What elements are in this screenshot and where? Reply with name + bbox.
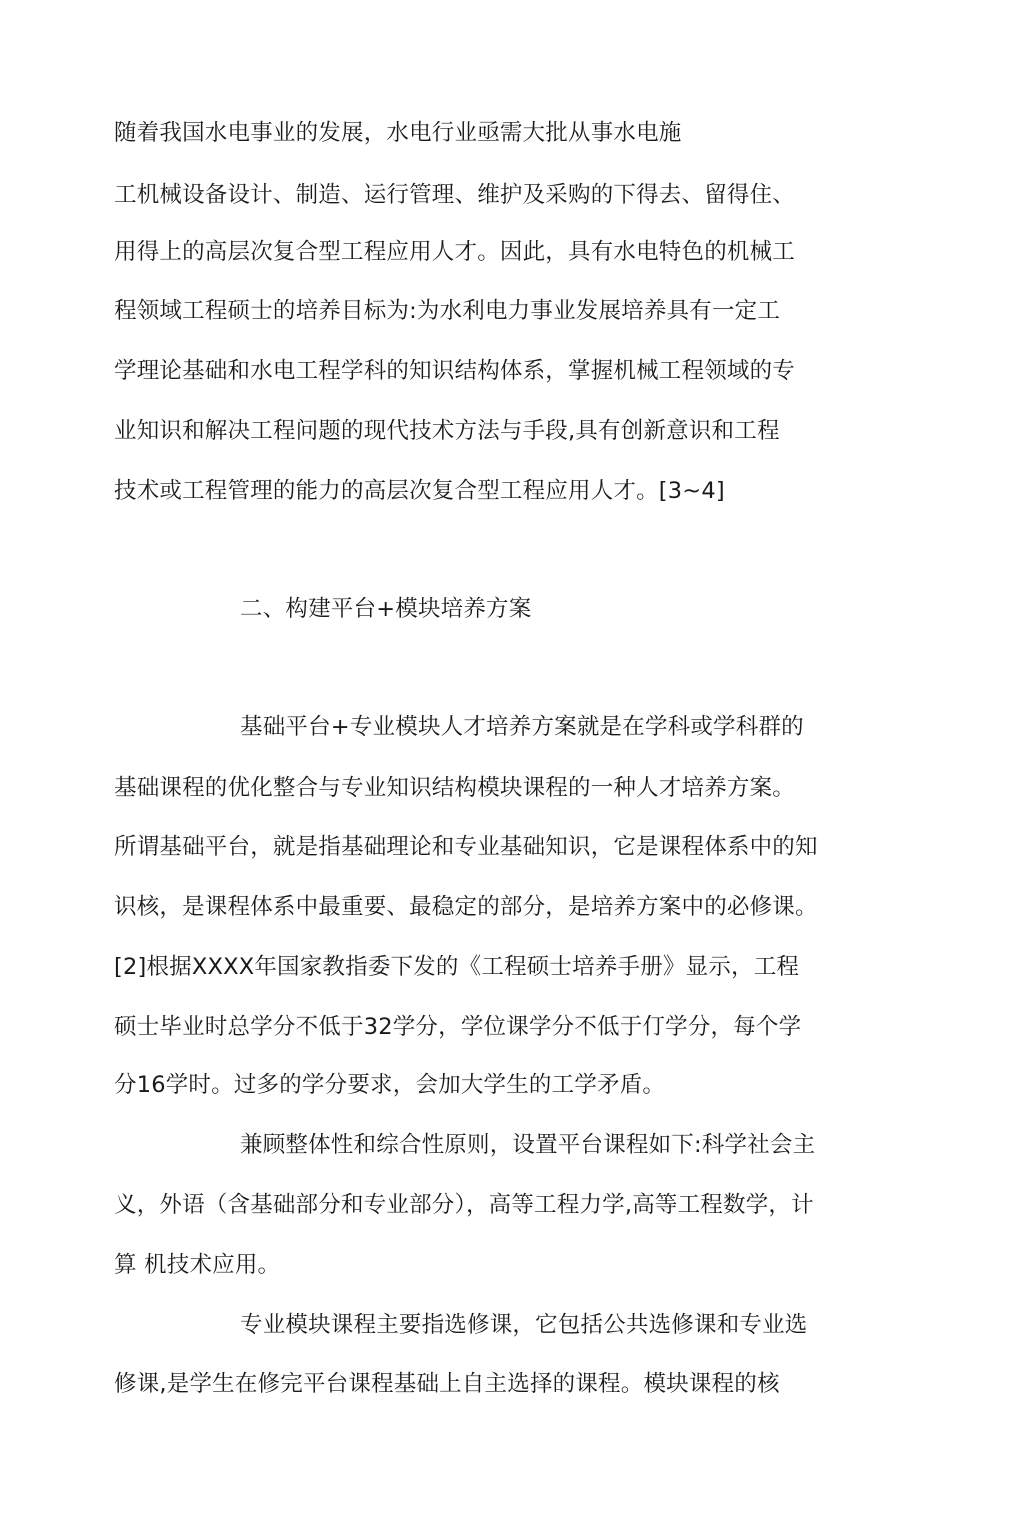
text-line: 基础课程的优化整合与专业知识结构模块课程的一种人才培养方案。 bbox=[114, 775, 796, 801]
text-line: 专业模块课程主要指选修课，它包括公共选修课和专业选 bbox=[240, 1312, 808, 1338]
text-line: 识核，是课程体系中最重要、最稳定的部分，是培养方案中的必修课。 bbox=[114, 894, 818, 920]
text-line: 分16学时。过多的学分要求，会加大学生的工学矛盾。 bbox=[114, 1072, 666, 1098]
text-line: 程领域工程硕士的培养目标为:为水利电力事业发展培养具有一定工 bbox=[114, 298, 781, 324]
section-heading: 二、构建平台+模块培养方案 bbox=[240, 596, 532, 622]
text-line: 学理论基础和水电工程学科的知识结构体系，掌握机械工程领域的专 bbox=[114, 358, 796, 384]
text-line: 硕士毕业时总学分不低于32学分，学位课学分不低于仃学分，每个学 bbox=[114, 1014, 802, 1040]
text-line: 技术或工程管理的能力的高层次复合型工程应用人才。[3~4] bbox=[114, 478, 725, 504]
text-line: 兼顾整体性和综合性原则，设置平台课程如下:科学社会主 bbox=[240, 1132, 816, 1158]
text-line: 义，外语（含基础部分和专业部分），高等工程力学,高等工程数学，计 bbox=[114, 1192, 814, 1218]
text-line: [2]根据XXXX年国家教指委下发的《工程硕士培养手册》显示，工程 bbox=[114, 954, 800, 980]
text-line: 修课,是学生在修完平台课程基础上自主选择的课程。模块课程的核 bbox=[114, 1371, 780, 1397]
text-line: 基础平台+专业模块人才培养方案就是在学科或学科群的 bbox=[240, 714, 804, 740]
text-line: 算 机技术应用。 bbox=[114, 1252, 281, 1278]
text-line: 用得上的高层次复合型工程应用人才。因此，具有水电特色的机械工 bbox=[114, 239, 796, 265]
text-line: 随着我国水电事业的发展，水电行业亟需大批从事水电施 bbox=[114, 120, 682, 146]
text-line: 业知识和解决工程问题的现代技术方法与手段,具有创新意识和工程 bbox=[114, 418, 780, 444]
text-line: 工机械设备设计、制造、运行管理、维护及采购的下得去、留得住、 bbox=[114, 182, 796, 208]
text-line: 所谓基础平台，就是指基础理论和专业基础知识，它是课程体系中的知 bbox=[114, 834, 818, 860]
